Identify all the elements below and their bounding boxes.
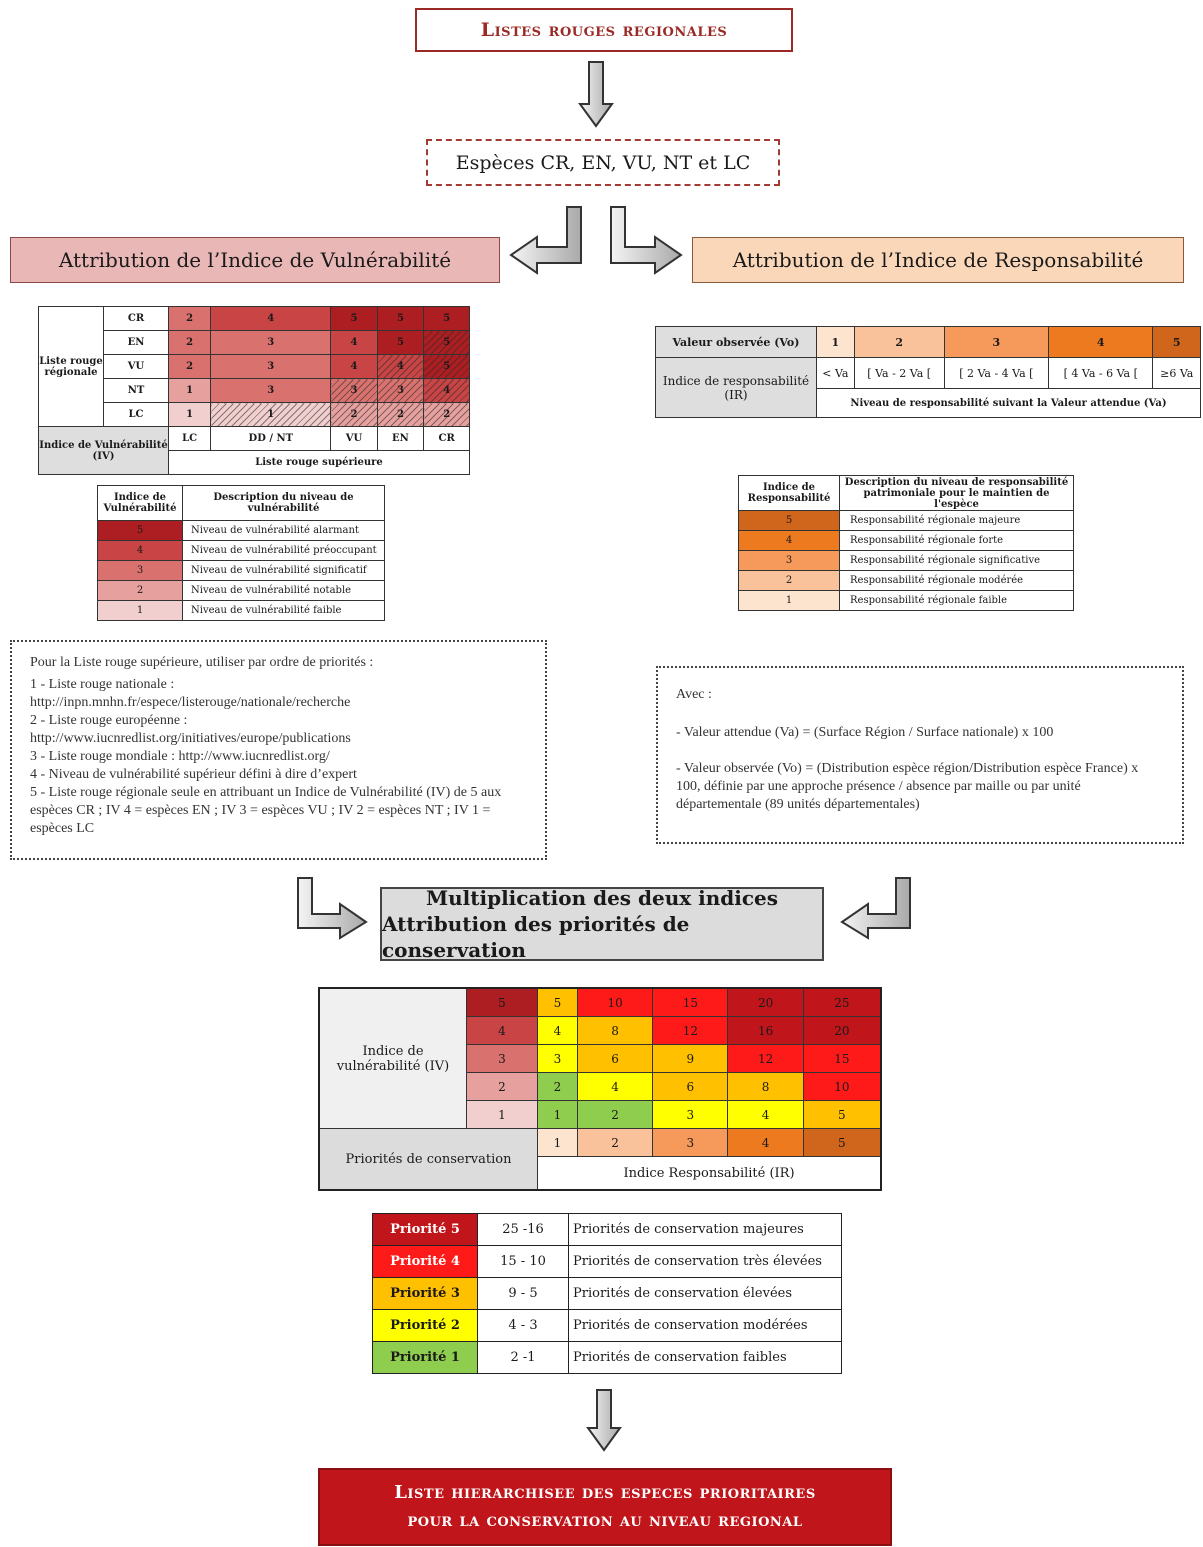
priority-range: 9 - 5: [478, 1278, 569, 1310]
right-note: [656, 666, 1184, 844]
column-group-label: Liste rouge supérieure: [169, 451, 470, 475]
row-label: LC: [104, 403, 169, 427]
ir-index: 5: [1153, 327, 1201, 358]
matrix-cell: 1: [169, 403, 211, 427]
legend-index: 2: [739, 571, 840, 591]
iv-row-label: Indice de vulnérabilité (IV): [319, 988, 467, 1129]
row-label: CR: [104, 307, 169, 331]
ir-value: 4: [728, 1129, 803, 1157]
legend-index: 3: [98, 561, 183, 581]
priority-text: Priorités de conservation très élevées: [569, 1246, 842, 1278]
range-cell: ≥6 Va: [1153, 358, 1201, 389]
iv-value: 5: [467, 988, 538, 1017]
legend-index: 5: [739, 511, 840, 531]
note-link[interactable]: http://inpn.mnhn.fr/espece/listerouge/nationale/recherche: [30, 695, 351, 710]
matrix-cell: 1: [169, 379, 211, 403]
matrix-cell: 2: [331, 403, 377, 427]
vulnerability-matrix: [38, 306, 470, 475]
priority-text: Priorités de conservation modérées: [569, 1310, 842, 1342]
legend-text: Niveau de vulnérabilité notable: [183, 581, 385, 601]
ir-value: 2: [577, 1129, 652, 1157]
matrix-cell: 2: [424, 403, 470, 427]
matrix-cell: 4: [331, 331, 377, 355]
note-line: - Valeur attendue (Va) = (Surface Région / Surface nationale) x 100: [676, 725, 1054, 740]
priority-cell: 4: [538, 1017, 578, 1045]
priority-label: Priorité 3: [373, 1278, 478, 1310]
priority-cell: 15: [803, 1045, 881, 1073]
priority-range: 25 -16: [478, 1214, 569, 1246]
priority-range: 4 - 3: [478, 1310, 569, 1342]
priority-cell: 9: [653, 1045, 728, 1073]
priority-cell: 20: [728, 988, 803, 1017]
ir-index: 4: [1049, 327, 1153, 358]
resp-footer: Niveau de responsabilité suivant la Valeur attendue (Va): [817, 389, 1201, 418]
matrix-cell: 5: [424, 307, 470, 331]
note-line: 5 - Liste rouge régionale seule en attribuant un Indice de Vulnérabilité (IV) de 5 aux espèces CR ; IV 4 = espèces EN ; IV 3 = espèces VU ; IV 2 = espèces NT ; IV 1 = espèces LC: [30, 785, 502, 836]
bent-arrow-left-icon: [505, 205, 585, 275]
legend-header-index: Indice de Responsabilité: [739, 476, 840, 511]
legend-index: 5: [98, 521, 183, 541]
column-label: VU: [331, 427, 377, 451]
matrix-cell: 3: [331, 379, 377, 403]
priority-cell: 1: [538, 1101, 578, 1129]
note-line: 2 - Liste rouge européenne :: [30, 713, 188, 728]
matrix-cell: 4: [211, 307, 331, 331]
priority-cell: 12: [653, 1017, 728, 1045]
priority-cell: 16: [728, 1017, 803, 1045]
priority-cell: 2: [538, 1073, 578, 1101]
iv-value: 2: [467, 1073, 538, 1101]
priority-cell: 10: [577, 988, 652, 1017]
priority-cell: 4: [728, 1101, 803, 1129]
priority-matrix: [318, 987, 882, 1191]
matrix-cell: 3: [211, 379, 331, 403]
ir-label: Indice de responsabilité (IR): [656, 358, 817, 418]
row-group-label: Liste rouge régionale: [39, 307, 104, 427]
priority-cell: 15: [653, 988, 728, 1017]
matrix-cell: 3: [211, 331, 331, 355]
priority-cell: 25: [803, 988, 881, 1017]
matrix-cell: 4: [331, 355, 377, 379]
matrix-cell: 2: [169, 355, 211, 379]
mult-line: Attribution des priorités de conservation: [382, 912, 690, 962]
bent-arrow-right-icon: [294, 876, 374, 940]
range-cell: < Va: [817, 358, 855, 389]
priority-cell: 3: [538, 1045, 578, 1073]
priority-text: Priorités de conservation majeures: [569, 1214, 842, 1246]
matrix-cell: 5: [331, 307, 377, 331]
matrix-cell: 3: [211, 355, 331, 379]
matrix-cell: 3: [377, 379, 424, 403]
priority-cell: 20: [803, 1017, 881, 1045]
note-line: 4 - Niveau de vulnérabilité supérieur défini à dire d’expert: [30, 767, 357, 782]
note-line: Avec :: [676, 687, 712, 702]
legend-text: Niveau de vulnérabilité faible: [183, 601, 385, 621]
note-line: 3 - Liste rouge mondiale : http://www.iucnredlist.org/: [30, 749, 330, 764]
legend-text: Niveau de vulnérabilité préoccupant: [183, 541, 385, 561]
column-label: CR: [424, 427, 470, 451]
range-cell: [ Va - 2 Va [: [854, 358, 944, 389]
priority-label: Priorité 1: [373, 1342, 478, 1374]
matrix-cell: 2: [169, 307, 211, 331]
ir-label: Indice Responsabilité (IR): [538, 1157, 882, 1191]
priority-range: 2 -1: [478, 1342, 569, 1374]
ir-index: 1: [817, 327, 855, 358]
legend-text: Niveau de vulnérabilité significatif: [183, 561, 385, 581]
legend-index: 4: [98, 541, 183, 561]
column-label: LC: [169, 427, 211, 451]
matrix-cell: 1: [211, 403, 331, 427]
note-line: 1 - Liste rouge nationale :: [30, 677, 175, 692]
iv-value: 3: [467, 1045, 538, 1073]
iv-value: 1: [467, 1101, 538, 1129]
matrix-cell: 2: [377, 403, 424, 427]
priority-text: Priorités de conservation faibles: [569, 1342, 842, 1374]
legend-text: Responsabilité régionale forte: [840, 531, 1074, 551]
ir-value: 1: [538, 1129, 578, 1157]
priority-label: Priorité 5: [373, 1214, 478, 1246]
priority-range: 15 - 10: [478, 1246, 569, 1278]
row-label: EN: [104, 331, 169, 355]
corner-label: Indice de Vulnérabilité (IV): [39, 427, 169, 475]
legend-index: 1: [98, 601, 183, 621]
legend-header-description: Description du niveau de vulnérabilité: [183, 486, 385, 521]
matrix-cell: 4: [377, 355, 424, 379]
legend-text: Responsabilité régionale significative: [840, 551, 1074, 571]
responsibility-table: [655, 326, 1201, 418]
down-arrow-icon: [586, 1388, 622, 1454]
note-line: - Valeur observée (Vo) = (Distribution espèce région/Distribution espèce France) x 100, définie par une approche présence / absence par maille ou par unité départementale (89 unités départementales): [676, 761, 1139, 812]
vulnerability-legend: [97, 485, 385, 621]
legend-text: Responsabilité régionale modérée: [840, 571, 1074, 591]
legend-text: Niveau de vulnérabilité alarmant: [183, 521, 385, 541]
priority-cell: 3: [653, 1101, 728, 1129]
matrix-cell: 2: [169, 331, 211, 355]
matrix-cell: 5: [377, 331, 424, 355]
responsibility-header: Attribution de l’Indice de Responsabilité: [692, 237, 1184, 283]
ir-index: 3: [944, 327, 1048, 358]
final-box: [318, 1468, 892, 1546]
legend-index: 3: [739, 551, 840, 571]
range-cell: [ 2 Va - 4 Va [: [944, 358, 1048, 389]
priority-label: Priorité 4: [373, 1246, 478, 1278]
species-box: Espèces CR, EN, VU, NT et LC: [426, 139, 780, 186]
priority-legend: [372, 1213, 842, 1374]
priority-cell: 5: [803, 1101, 881, 1129]
column-label: DD / NT: [211, 427, 331, 451]
ir-index: 2: [854, 327, 944, 358]
priority-corner-label: Priorités de conservation: [319, 1129, 538, 1191]
legend-header-index: Indice de Vulnérabilité: [98, 486, 183, 521]
column-label: EN: [377, 427, 424, 451]
legend-index: 4: [739, 531, 840, 551]
down-arrow-icon: [578, 60, 614, 130]
legend-index: 2: [98, 581, 183, 601]
bent-arrow-left-icon: [834, 876, 914, 940]
bent-arrow-right-icon: [607, 205, 687, 275]
vulnerability-header: Attribution de l’Indice de Vulnérabilité: [10, 237, 500, 283]
note-link[interactable]: http://www.iucnredlist.org/initiatives/europe/publications: [30, 731, 351, 746]
priority-cell: 6: [577, 1045, 652, 1073]
range-cell: [ 4 Va - 6 Va [: [1049, 358, 1153, 389]
priority-cell: 12: [728, 1045, 803, 1073]
top-title: Listes rouges regionales: [415, 8, 793, 52]
priority-cell: 10: [803, 1073, 881, 1101]
matrix-cell: 5: [424, 331, 470, 355]
priority-cell: 5: [538, 988, 578, 1017]
legend-index: 1: [739, 591, 840, 611]
iv-value: 4: [467, 1017, 538, 1045]
priority-label: Priorité 2: [373, 1310, 478, 1342]
priority-cell: 4: [577, 1073, 652, 1101]
responsibility-legend: [738, 475, 1074, 611]
priority-text: Priorités de conservation élevées: [569, 1278, 842, 1310]
left-note: [10, 640, 547, 860]
row-label: NT: [104, 379, 169, 403]
matrix-cell: 4: [424, 379, 470, 403]
legend-header-description: Description du niveau de responsabilité patrimoniale pour le maintien de l'espèce: [840, 476, 1074, 511]
multiplication-box: [380, 887, 824, 961]
priority-cell: 8: [577, 1017, 652, 1045]
row-label: VU: [104, 355, 169, 379]
vo-label: Valeur observée (Vo): [656, 327, 817, 358]
priority-cell: 2: [577, 1101, 652, 1129]
note-line: Pour la Liste rouge supérieure, utiliser par ordre de priorités :: [30, 655, 374, 670]
ir-value: 3: [653, 1129, 728, 1157]
priority-cell: 6: [653, 1073, 728, 1101]
final-line: Liste hierarchisee des especes prioritaires: [394, 1482, 816, 1503]
mult-line: Multiplication des deux indices: [425, 886, 779, 910]
matrix-cell: 5: [424, 355, 470, 379]
legend-text: Responsabilité régionale majeure: [840, 511, 1074, 531]
legend-text: Responsabilité régionale faible: [840, 591, 1074, 611]
final-line: pour la conservation au niveau regional: [407, 1510, 803, 1531]
ir-value: 5: [803, 1129, 881, 1157]
priority-cell: 8: [728, 1073, 803, 1101]
matrix-cell: 5: [377, 307, 424, 331]
